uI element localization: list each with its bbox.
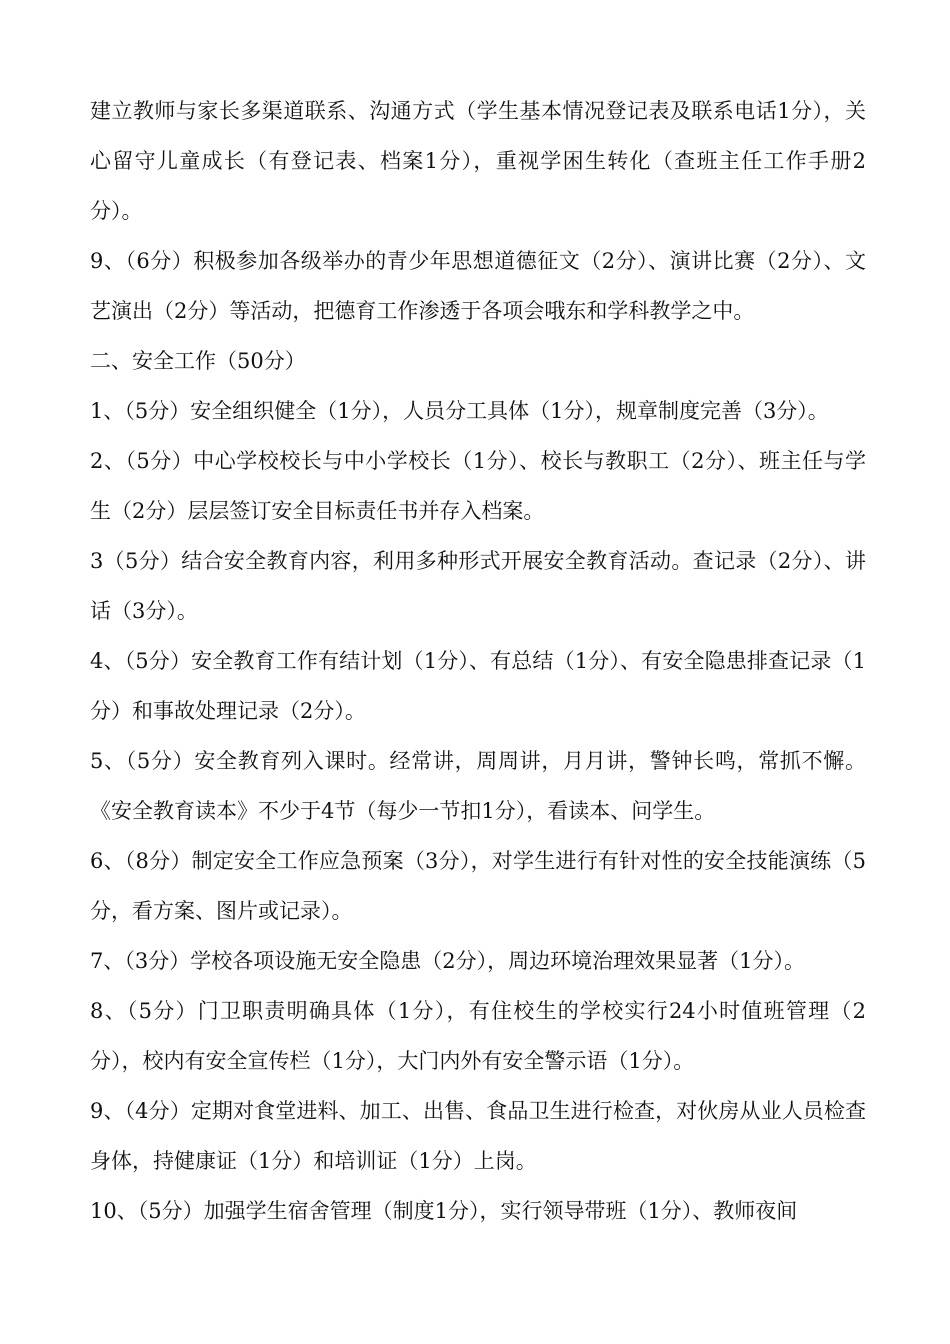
- paragraph-item-8-guard-duty: 8、（5分）门卫职责明确具体（1分），有住校生的学校实行24小时值班管理（2分），校内有安全宣传栏（1分），大门内外有安全警示语（1分）。: [90, 999, 866, 1073]
- section-heading-safety-work: 二、安全工作（50分）: [90, 349, 306, 373]
- paragraph-item-1-organization: 1、（5分）安全组织健全（1分），人员分工具体（1分），规章制度完善（3分）。: [90, 399, 829, 423]
- paragraph-item-5-class-hours: 5、（5分）安全教育列入课时。经常讲，周周讲，月月讲，警钟长鸣，常抓不懈。《安全教育读本》不少于4节（每少一节扣1分），看读本、问学生。: [90, 749, 866, 823]
- paragraph-item-2-responsibility: 2、（5分）中心学校校长与中小学校长（1分）、校长与教职工（2分）、班主任与学生（2分）层层签订安全目标责任书并存入档案。: [90, 449, 866, 523]
- document-body: [90, 86, 866, 1236]
- paragraph-item-3-safety-education: 3（5分）结合安全教育内容，利用多种形式开展安全教育活动。查记录（2分）、讲话（3分）。: [90, 549, 866, 623]
- paragraph-item-7-facilities: 7、（3分）学校各项设施无安全隐患（2分），周边环境治理效果显著（1分）。: [90, 949, 805, 973]
- paragraph-item-9-canteen: 9、（4分）定期对食堂进料、加工、出售、食品卫生进行检查，对伙房从业人员检查身体，持健康证（1分）和培训证（1分）上岗。: [90, 1099, 866, 1173]
- paragraph-item-10-dormitory: 10、（5分）加强学生宿舍管理（制度1分），实行领导带班（1分）、教师夜间: [90, 1199, 798, 1223]
- paragraph-item-9-moral-activities: 9、（6分）积极参加各级举办的青少年思想道德征文（2分）、演讲比赛（2分）、文艺演出（2分）等活动，把德育工作渗透于各项会哦东和学科教学之中。: [90, 249, 866, 323]
- paragraph-contact-methods: 建立教师与家长多渠道联系、沟通方式（学生基本情况登记表及联系电话1分），关心留守儿童成长（有登记表、档案1分），重视学困生转化（查班主任工作手册2分）。: [90, 99, 866, 223]
- paragraph-item-6-emergency-plan: 6、（8分）制定安全工作应急预案（3分），对学生进行有针对性的安全技能演练（5分，看方案、图片或记录）。: [90, 849, 866, 923]
- paragraph-item-4-plans-records: 4、（5分）安全教育工作有结计划（1分）、有总结（1分）、有安全隐患排查记录（1分）和事故处理记录（2分）。: [90, 649, 866, 723]
